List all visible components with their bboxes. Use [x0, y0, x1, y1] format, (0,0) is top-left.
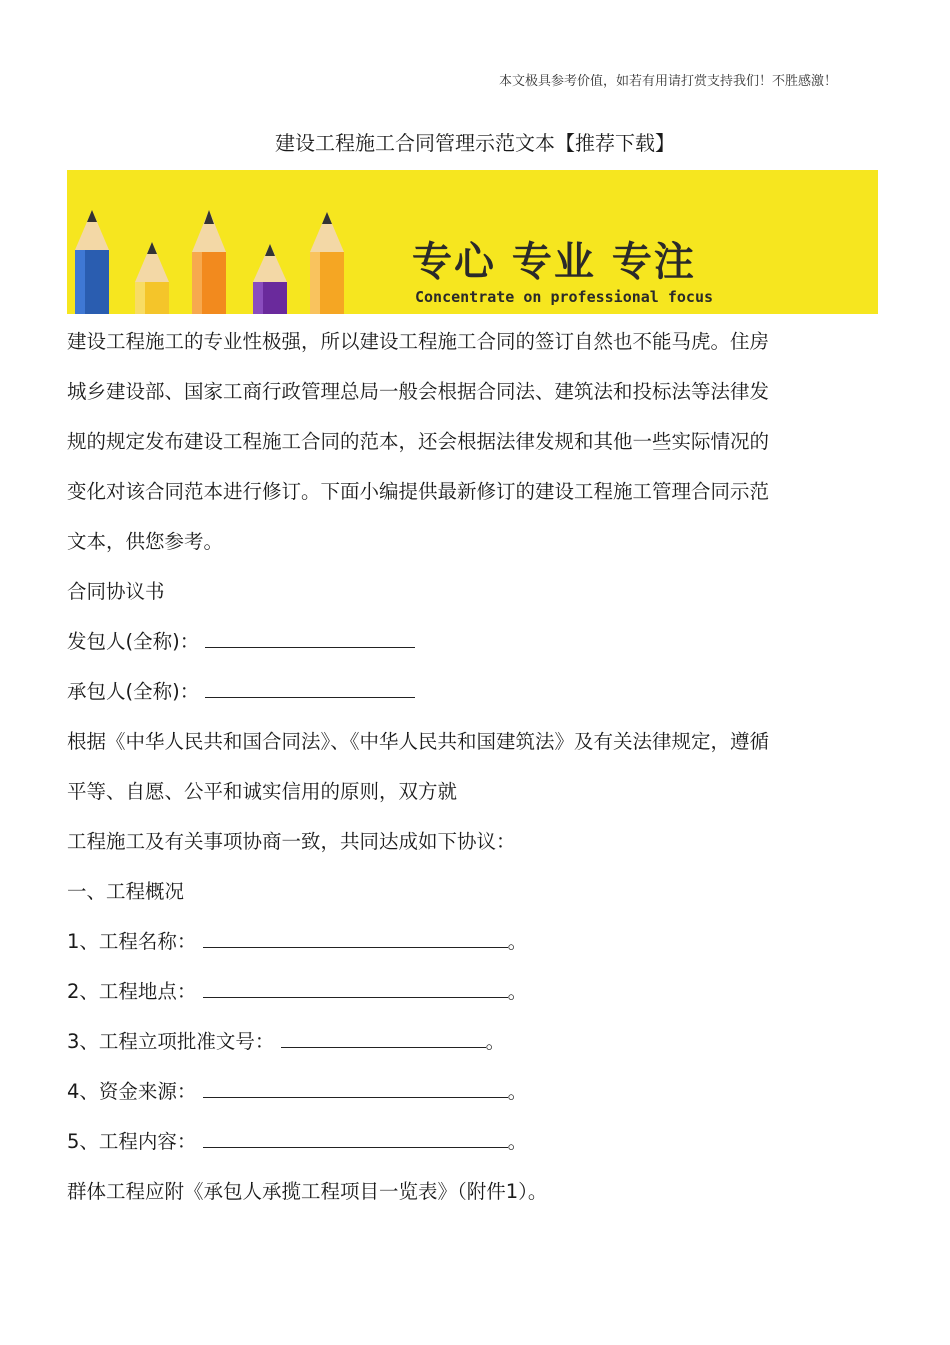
attachment-note: 群体工程应附《承包人承揽工程项目一览表》（附件1）。: [67, 1180, 548, 1203]
item-suffix: 。: [507, 1080, 528, 1103]
party-b-label: 承包人(全称)：: [67, 680, 200, 703]
item-blank: [203, 975, 508, 998]
basis-line: 工程施工及有关事项协商一致，共同达成如下协议：: [67, 830, 516, 853]
banner: [67, 170, 878, 314]
item-blank: [281, 1025, 486, 1048]
item-label: 4、资金来源：: [67, 1080, 197, 1103]
item-suffix: 。: [485, 1030, 506, 1053]
item-line: [67, 1017, 857, 1067]
item-suffix: 。: [507, 1130, 528, 1153]
banner-slogan: 专心 专业 专注: [412, 239, 696, 285]
party-a-label: 发包人(全称)：: [67, 630, 200, 653]
item-line: [67, 917, 857, 967]
intro-line: 文本，供您参考。: [67, 530, 224, 553]
party-a-blank: [205, 625, 415, 648]
item-line: [67, 1117, 857, 1167]
item-label: 2、工程地点：: [67, 980, 197, 1003]
item-suffix: 。: [507, 980, 528, 1003]
pencil-icon: [75, 210, 109, 314]
item-label: 3、工程立项批准文号：: [67, 1030, 275, 1053]
pencil-icon: [310, 212, 344, 314]
pencil-icon: [135, 242, 169, 314]
item-label: 1、工程名称：: [67, 930, 197, 953]
intro-line: 建设工程施工的专业性极强，所以建设工程施工合同的签订自然也不能马虎。住房: [67, 330, 770, 353]
agreement-heading: 合同协议书: [67, 580, 165, 603]
pencil-icon: [253, 244, 287, 314]
intro-line: 规的规定发布建设工程施工合同的范本，还会根据法律发规和其他一些实际情况的: [67, 430, 770, 453]
party-b-line: [67, 667, 857, 717]
header-note: 本文极具参考价值，如若有用请打赏支持我们！不胜感激！: [498, 74, 837, 89]
section-heading: 一、工程概况: [67, 880, 185, 903]
item-blank: [203, 925, 508, 948]
item-blank: [203, 1125, 508, 1148]
item-blank: [203, 1075, 508, 1098]
item-suffix: 。: [507, 930, 528, 953]
party-b-blank: [205, 675, 415, 698]
pencil-icon: [192, 210, 226, 314]
basis-line: 平等、自愿、公平和诚实信用的原则，双方就: [67, 780, 458, 803]
item-line: [67, 1067, 857, 1117]
banner-subtitle: Concentrate on professional focus: [415, 288, 714, 306]
document-body: [67, 317, 857, 1217]
item-label: 5、工程内容：: [67, 1130, 197, 1153]
item-line: [67, 967, 857, 1017]
intro-line: 城乡建设部、国家工商行政管理总局一般会根据合同法、建筑法和投标法等法律发: [67, 380, 770, 403]
document-title: 建设工程施工合同管理示范文本【推荐下载】: [275, 131, 675, 155]
party-a-line: [67, 617, 857, 667]
intro-line: 变化对该合同范本进行修订。下面小编提供最新修订的建设工程施工管理合同示范: [67, 480, 770, 503]
basis-line: 根据《中华人民共和国合同法》、《中华人民共和国建筑法》及有关法律规定，遵循: [67, 730, 770, 753]
